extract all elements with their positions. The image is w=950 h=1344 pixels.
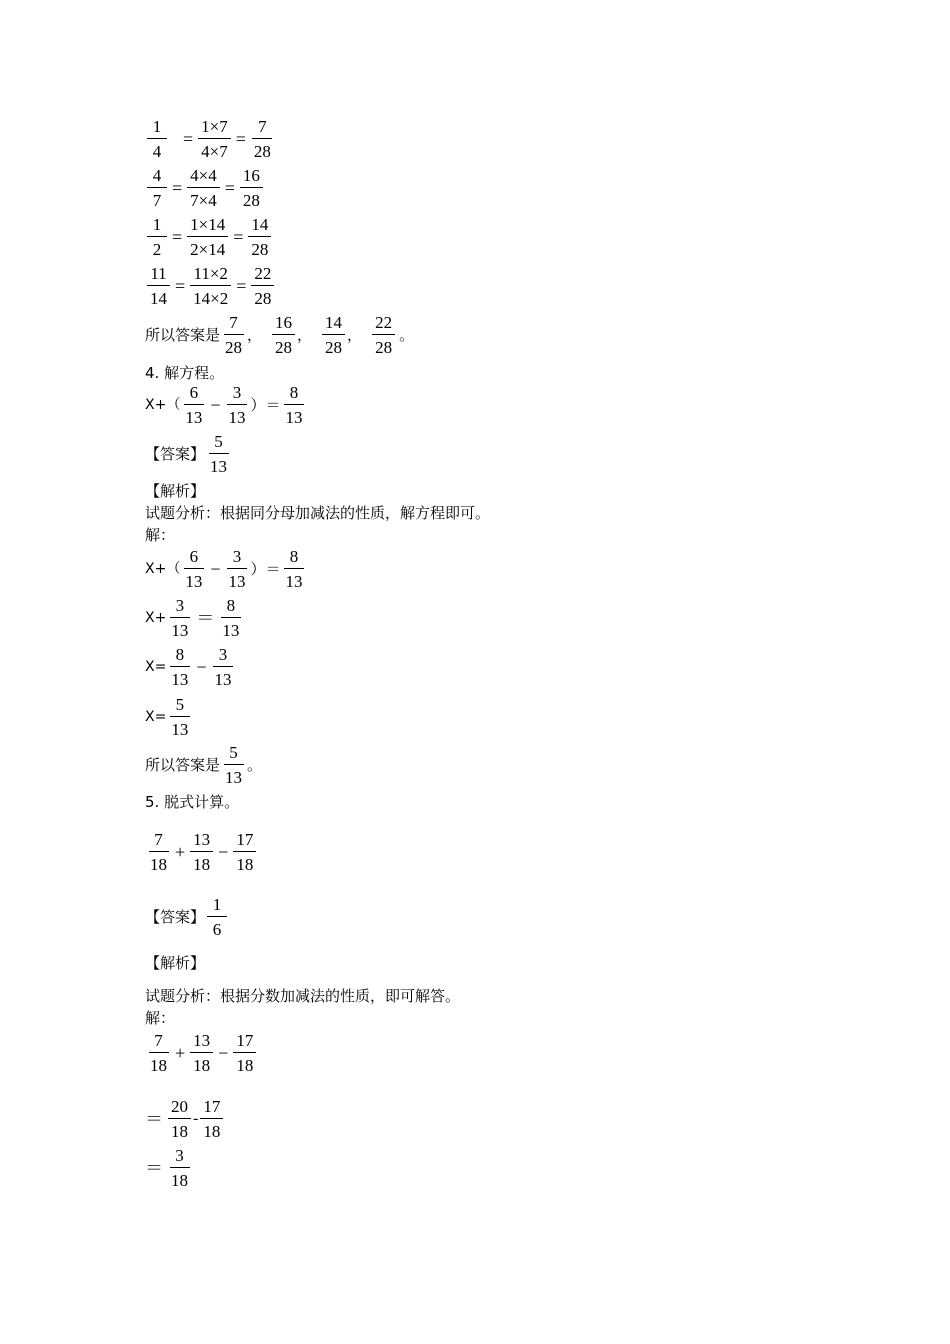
fraction: $\frac{5}{13}$ <box>225 743 243 787</box>
fraction: $\frac{14}{28}$ <box>248 216 271 258</box>
question-5-expression: $\frac{7}{18}$ + $\frac{13}{18}$ − $\frac{17}{18}$ <box>145 831 258 873</box>
fraction: $\frac{3}{18}$ <box>171 1146 188 1190</box>
fraction: $\frac{22}{28}$ <box>251 265 274 307</box>
fraction: $\frac{8}{13}$ <box>222 596 240 640</box>
fraction: $\frac{6}{13}$ <box>185 547 203 591</box>
fraction: $\frac{5}{13}$ <box>171 695 189 739</box>
question-5-analysis-text: 试题分析：根据分数加减法的性质，即可解答。 <box>145 987 461 1005</box>
question-4-title: 4. 解方程。 <box>145 364 225 382</box>
question-5-answer: 【答案】 $\frac{1}{6}$ <box>145 896 229 938</box>
fraction: $\frac{1\times 14}{2\times 14}$ <box>187 216 228 258</box>
question-4-step-4: X= $\frac{5}{13}$ <box>145 696 193 738</box>
question-4-answer: 【答案】 $\frac{5}{13}$ <box>145 433 232 475</box>
fraction: $\frac{3}{13}$ <box>228 383 246 427</box>
fraction: $\frac{8}{13}$ <box>285 383 303 427</box>
fraction: $\frac{5}{13}$ <box>210 432 228 476</box>
fraction: $\frac{11}{14}$ <box>147 265 170 307</box>
question-4-analysis-label: 【解析】 <box>145 482 206 500</box>
fraction: $\frac{1\times 7}{4\times 7}$ <box>198 118 231 160</box>
question-5-title: 5. 脱式计算。 <box>145 793 240 811</box>
question-4-step-3: X= $\frac{8}{13}$ − $\frac{3}{13}$ <box>145 646 236 688</box>
fraction: $\frac{3}{13}$ <box>228 547 246 591</box>
fraction: $\frac{7}{18}$ <box>150 830 167 874</box>
question-4-step-2: X+ $\frac{3}{13}$ ＝ $\frac{8}{13}$ <box>145 597 244 639</box>
fraction: $\frac{4\times 4}{7\times 4}$ <box>187 167 220 209</box>
fraction: $\frac{8}{13}$ <box>171 645 189 689</box>
equation-2: $\frac{4}{7}$ = $\frac{4\times 4}{7\times 4}$ = $\frac{16}{28}$ <box>145 167 265 209</box>
equation-3: $\frac{1}{2}$ = $\frac{1\times 14}{2\times 14}$ = $\frac{14}{28}$ <box>145 216 273 258</box>
fraction: $\frac{4}{7}$ <box>147 167 167 209</box>
fraction: $\frac{6}{13}$ <box>185 383 203 427</box>
question-4-equation: X+（ $\frac{6}{13}$ − $\frac{3}{13}$ ）＝ $\frac{8}{13}$ <box>145 384 308 426</box>
fraction: $\frac{8}{13}$ <box>285 547 303 591</box>
question-5-step-2: ＝ $\frac{20}{18}$ - $\frac{17}{18}$ <box>145 1098 225 1140</box>
fraction: $\frac{7}{28}$ <box>225 313 243 357</box>
fraction: $\frac{11\times 2}{14\times 2}$ <box>190 265 231 307</box>
fraction: $\frac{20}{18}$ <box>168 1098 191 1140</box>
question-4-step-1: X+（ $\frac{6}{13}$ − $\frac{3}{13}$ ）＝ $\frac{8}{13}$ <box>145 548 308 590</box>
question-5-jie: 解： <box>145 1009 176 1027</box>
question-5-step-3: ＝ $\frac{3}{18}$ <box>145 1147 193 1189</box>
fraction: $\frac{22}{28}$ <box>372 314 395 356</box>
fraction: $\frac{7}{28}$ <box>253 117 271 161</box>
question-4-analysis-text: 试题分析：根据同分母加减法的性质，解方程即可。 <box>145 504 491 522</box>
fraction: $\frac{1}{2}$ <box>147 216 167 258</box>
fraction: $\frac{17}{18}$ <box>233 1032 256 1074</box>
fraction: $\frac{16}{28}$ <box>240 167 263 209</box>
fraction: $\frac{13}{18}$ <box>190 831 213 873</box>
equation-4: $\frac{11}{14}$ = $\frac{11\times 2}{14\times 2}$ = $\frac{22}{28}$ <box>145 265 276 307</box>
equation-1: $\frac{1}{4}$ = $\frac{1\times 7}{4\times 7}$ = $\frac{7}{28}$ <box>145 118 276 160</box>
question-5-step-1: $\frac{7}{18}$ + $\frac{13}{18}$ − $\frac{17}{18}$ <box>145 1032 258 1074</box>
question-4-final: 所以答案是 $\frac{5}{13}$ 。 <box>145 743 263 787</box>
fraction: $\frac{17}{18}$ <box>233 831 256 873</box>
fraction: $\frac{1}{4}$ <box>147 118 167 160</box>
fraction: $\frac{13}{18}$ <box>190 1032 213 1074</box>
fraction: $\frac{7}{18}$ <box>150 1031 167 1075</box>
fraction: $\frac{1}{6}$ <box>207 896 227 938</box>
fraction: $\frac{14}{28}$ <box>322 314 345 356</box>
question-5-analysis-label: 【解析】 <box>145 954 206 972</box>
fraction: $\frac{3}{13}$ <box>171 596 189 640</box>
fraction: $\frac{16}{28}$ <box>272 314 295 356</box>
fraction: $\frac{17}{18}$ <box>200 1098 223 1140</box>
answer-summary: 所以答案是 $\frac{7}{28}$ ， $\frac{16}{28}$ ， $\frac{14}{28}$ ， $\frac{22}{28}$ 。 <box>145 313 415 357</box>
fraction: $\frac{3}{13}$ <box>214 645 232 689</box>
question-4-jie: 解： <box>145 526 176 544</box>
